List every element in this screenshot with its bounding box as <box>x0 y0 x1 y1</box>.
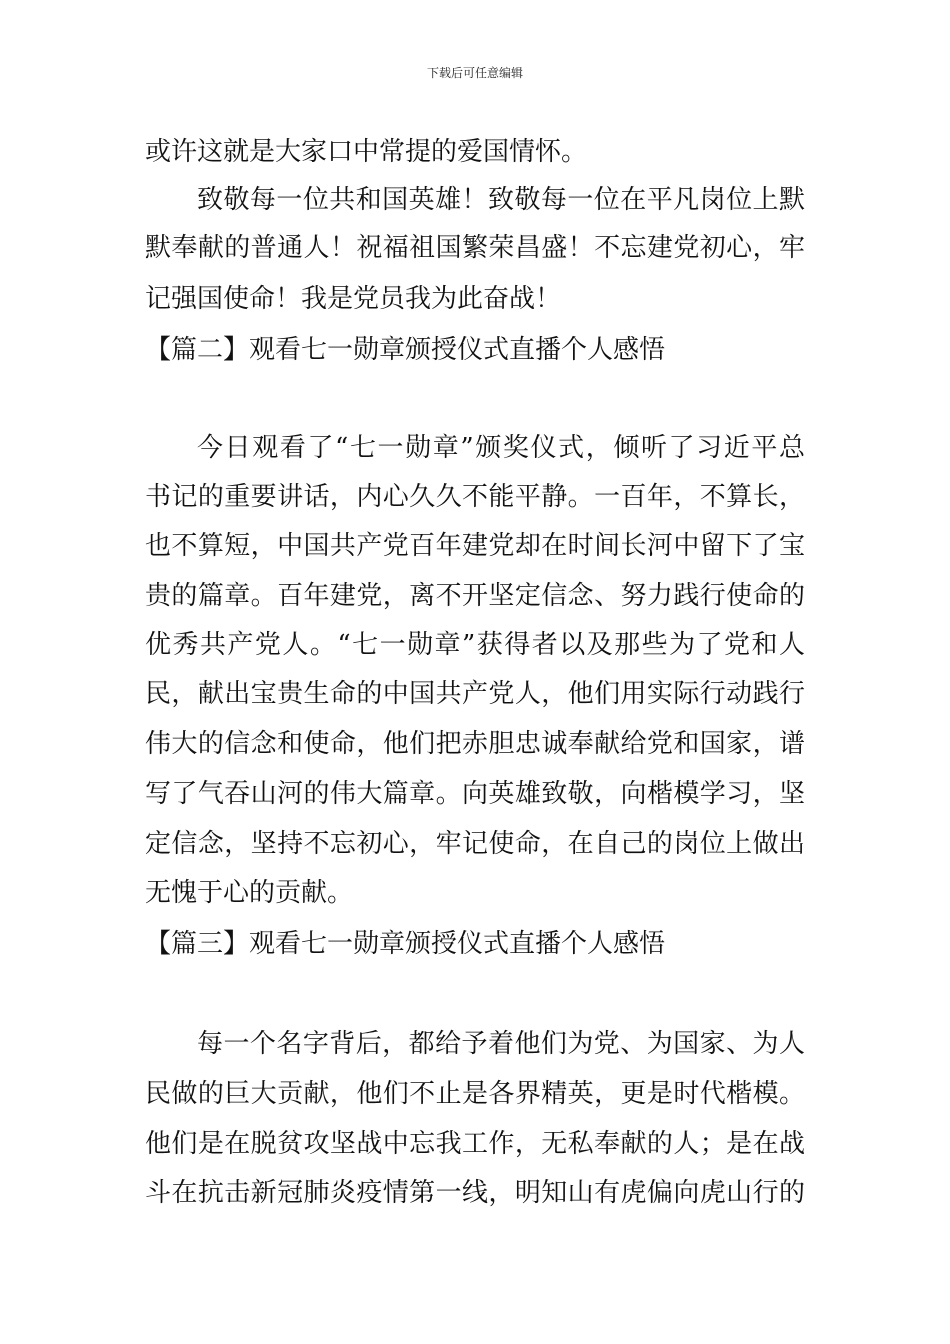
paragraph-line: 优秀共产党人。“七一勋章”获得者以及那些为了党和人 <box>145 630 805 660</box>
paragraph-line: 斗在抗击新冠肺炎疫情第一线，明知山有虎偏向虎山行的 <box>145 1178 805 1208</box>
paragraph-line: 伟大的信念和使命，他们把赤胆忠诚奉献给党和国家，谱 <box>145 729 805 759</box>
page-header-note: 下载后可任意编辑 <box>426 66 523 80</box>
paragraph-line: 写了气吞山河的伟大篇章。向英雄致敬，向楷模学习，坚 <box>145 779 805 809</box>
section-heading: 【篇二】观看七一勋章颁授仪式直播个人感悟 <box>145 335 666 365</box>
paragraph-line: 民做的巨大贡献，他们不止是各界精英，更是时代楷模。 <box>145 1079 805 1109</box>
paragraph-line: 也不算短，中国共产党百年建党却在时间长河中留下了宝 <box>145 531 805 561</box>
paragraph-line: 或许这就是大家口中常提的爱国情怀。 <box>145 137 588 167</box>
paragraph-line: 致敬每一位共和国英雄！致敬每一位在平凡岗位上默 <box>197 185 805 215</box>
paragraph-line: 每一个名字背后，都给予着他们为党、为国家、为人 <box>197 1029 805 1059</box>
paragraph-line: 默奉献的普通人！祝福祖国繁荣昌盛！不忘建党初心，牢 <box>145 233 805 263</box>
paragraph-line: 记强国使命！我是党员我为此奋战！ <box>145 284 562 314</box>
paragraph-line: 书记的重要讲话，内心久久不能平静。一百年，不算长， <box>145 482 805 512</box>
paragraph-line: 民，献出宝贵生命的中国共产党人，他们用实际行动践行 <box>145 679 805 709</box>
paragraph-line: 无愧于心的贡献。 <box>145 878 354 908</box>
paragraph-line: 贵的篇章。百年建党，离不开坚定信念、努力践行使命的 <box>145 581 805 611</box>
paragraph-line: 定信念，坚持不忘初心，牢记使命，在自己的岗位上做出 <box>145 829 805 859</box>
section-heading: 【篇三】观看七一勋章颁授仪式直播个人感悟 <box>145 929 666 959</box>
paragraph-line: 他们是在脱贫攻坚战中忘我工作，无私奉献的人；是在战 <box>145 1129 805 1159</box>
paragraph-line: 今日观看了“七一勋章”颁奖仪式，倾听了习近平总 <box>197 433 805 463</box>
